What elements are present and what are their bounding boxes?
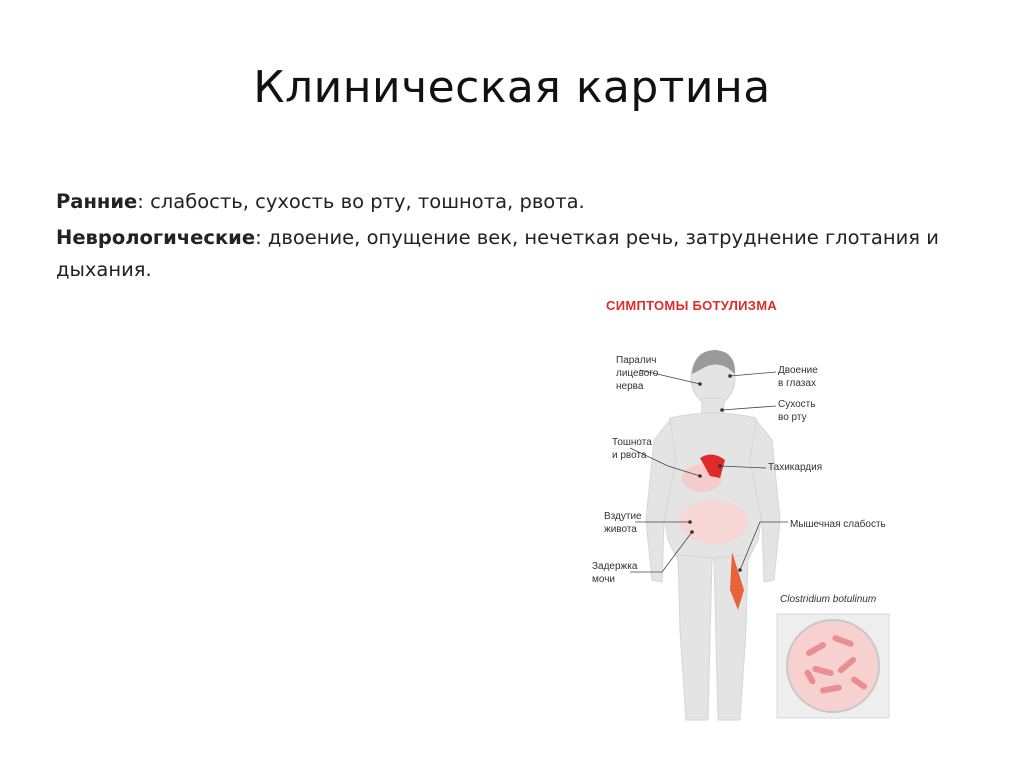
neuro-text: : двоение, опущение век, нечеткая речь, затруднение глотания и дыхания. bbox=[56, 226, 939, 281]
neuro-label: Неврологические bbox=[56, 226, 256, 249]
leader-line bbox=[730, 372, 776, 376]
label-double-vision: Двоение в глазах bbox=[778, 365, 818, 389]
early-symptoms-paragraph bbox=[56, 186, 956, 218]
slide-body bbox=[56, 186, 956, 290]
petri-dish bbox=[787, 620, 879, 712]
neuro-symptoms-paragraph bbox=[56, 222, 956, 286]
label-facial-paralysis: Паралич лицевого нерва bbox=[616, 355, 659, 392]
label-nausea: Тошнота и рвота bbox=[612, 437, 652, 461]
slide-title: Клиническая картина bbox=[253, 62, 771, 113]
leader-line bbox=[722, 406, 776, 410]
label-bloating: Вздутие живота bbox=[604, 511, 642, 535]
label-muscle-weakness: Мышечная слабость bbox=[790, 519, 886, 530]
left-leg-shape bbox=[678, 555, 712, 720]
early-text: : слабость, сухость во рту, тошнота, рвота. bbox=[137, 190, 585, 213]
early-label: Ранние bbox=[56, 190, 138, 213]
botulism-symptoms-figure bbox=[580, 290, 910, 730]
label-urinary-retention: Задержка мочи bbox=[592, 561, 638, 585]
figure-title: СИМПТОМЫ БОТУЛИЗМА bbox=[606, 298, 778, 313]
label-dry-mouth: Сухость во рту bbox=[778, 399, 816, 423]
bacterium-label: Clostridium botulinum bbox=[780, 594, 877, 605]
label-tachycardia: Тахикардия bbox=[768, 462, 823, 473]
